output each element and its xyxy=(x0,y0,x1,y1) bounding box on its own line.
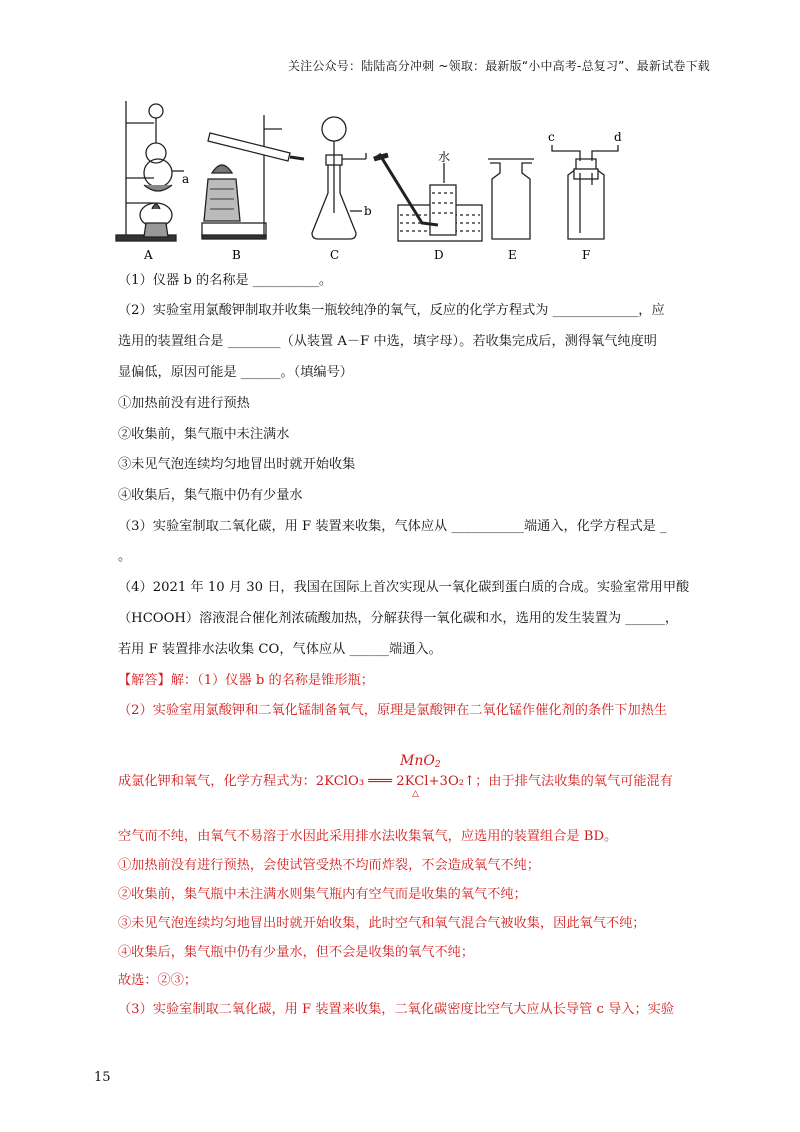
option-4: ④收集后，集气瓶中仍有少量水 xyxy=(118,488,303,503)
option-3: ③未见气泡连续均匀地冒出时就开始收集 xyxy=(118,457,356,472)
question-2-line-3: 显偏低，原因可能是 ______。（填编号） xyxy=(118,365,353,380)
page-header: 关注公众号：陆陆高分冲刺 ~领取：最新版“小中高考-总复习”、最新试卷下载 xyxy=(287,59,710,73)
catalyst-formula: MnO xyxy=(400,753,435,769)
answer-line-1 xyxy=(118,672,374,690)
label-c: C xyxy=(330,248,340,262)
answer-line-2: （2）实验室用氯酸钾和二氧化锰制备氧气，原理是氯酸钾在二氧化锰作催化剂的条件下加热生 xyxy=(118,703,668,718)
label-e: E xyxy=(508,248,517,262)
apparatus-c xyxy=(312,117,366,239)
apparatus-figure xyxy=(112,93,632,265)
annot-d: d xyxy=(614,130,622,144)
question-3-line-1: （3）实验室制取二氧化碳，用 F 装置来收集，气体应从 ___________端通入，化学方程式是 _ xyxy=(118,519,667,534)
answer-line-5: ①加热前没有进行预热，会使试管受热不均而炸裂，不会造成氧气不纯； xyxy=(118,858,540,873)
answer-line-4: 空气而不纯，由氧气不易溶于水因此采用排水法收集氧气，应选用的装置组合是 BD。 xyxy=(118,829,618,844)
answer-line-3: 成氯化钾和氧气，化学方程式为：2KClO₃ ═══ 2KCl+3O₂↑；由于排气法收集的氧气可能混有 xyxy=(118,774,673,789)
question-4-line-2: （HCOOH）溶液混合催化剂浓硫酸加热，分解获得一氧化碳和水，选用的发生装置为 ______， xyxy=(118,611,679,626)
apparatus-f xyxy=(552,145,618,239)
answer-line-10: （3）实验室制取二氧化碳，用 F 装置来收集，二氧化碳密度比空气大应从长导管 c 导入；实验 xyxy=(118,1002,675,1017)
question-2-line-2: 选用的装置组合是 ________（从装置 A－F 中选，填字母）。若收集完成后，测得氧气纯度明 xyxy=(118,334,657,349)
answer-text-1: 解：（1）仪器 b 的名称是锥形瓶； xyxy=(170,673,374,688)
answer-tag: 【解答】 xyxy=(118,673,171,688)
label-d: D xyxy=(434,248,444,262)
equation-catalyst xyxy=(400,753,441,770)
apparatus-b xyxy=(202,115,304,239)
question-4-line-3: 若用 F 装置排水法收集 CO，气体应从 ______端通入。 xyxy=(118,642,442,657)
question-2-line-1: （2）实验室用氯酸钾制取并收集一瓶较纯净的氧气，反应的化学方程式为 _____________，应 xyxy=(118,303,665,318)
label-b: B xyxy=(232,248,241,262)
apparatus-d xyxy=(374,155,482,241)
apparatus-e xyxy=(488,159,534,239)
answer-line-8: ④收集后，集气瓶中仍有少量水，但不会是收集的氧气不纯； xyxy=(118,945,475,960)
apparatus-a xyxy=(116,101,184,241)
question-3-line-2: 。 xyxy=(118,549,132,564)
page-number: 15 xyxy=(94,1070,111,1085)
annot-a: a xyxy=(182,172,190,186)
equation-heat: △ xyxy=(412,789,419,799)
answer-line-9: 故选：②③； xyxy=(118,973,198,988)
label-a: A xyxy=(144,248,153,262)
question-1: （1）仪器 b 的名称是 __________。 xyxy=(118,273,333,288)
label-f: F xyxy=(582,248,591,262)
annot-c: c xyxy=(548,130,555,144)
answer-line-7: ③未见气泡连续均匀地冒出时就开始收集，此时空气和氧气混合气被收集，因此氧气不纯； xyxy=(118,916,646,931)
annot-b: b xyxy=(364,204,372,218)
catalyst-subscript: 2 xyxy=(434,760,441,770)
option-1: ①加热前没有进行预热 xyxy=(118,396,250,411)
answer-line-6: ②收集前，集气瓶中未注满水则集气瓶内有空气而是收集的氧气不纯； xyxy=(118,887,527,902)
annot-water: 水 xyxy=(438,150,451,164)
option-2: ②收集前，集气瓶中未注满水 xyxy=(118,427,290,442)
question-4-line-1: （4）2021 年 10 月 30 日，我国在国际上首次实现从一氧化碳到蛋白质的合成。实验室常用甲酸 xyxy=(118,580,690,595)
